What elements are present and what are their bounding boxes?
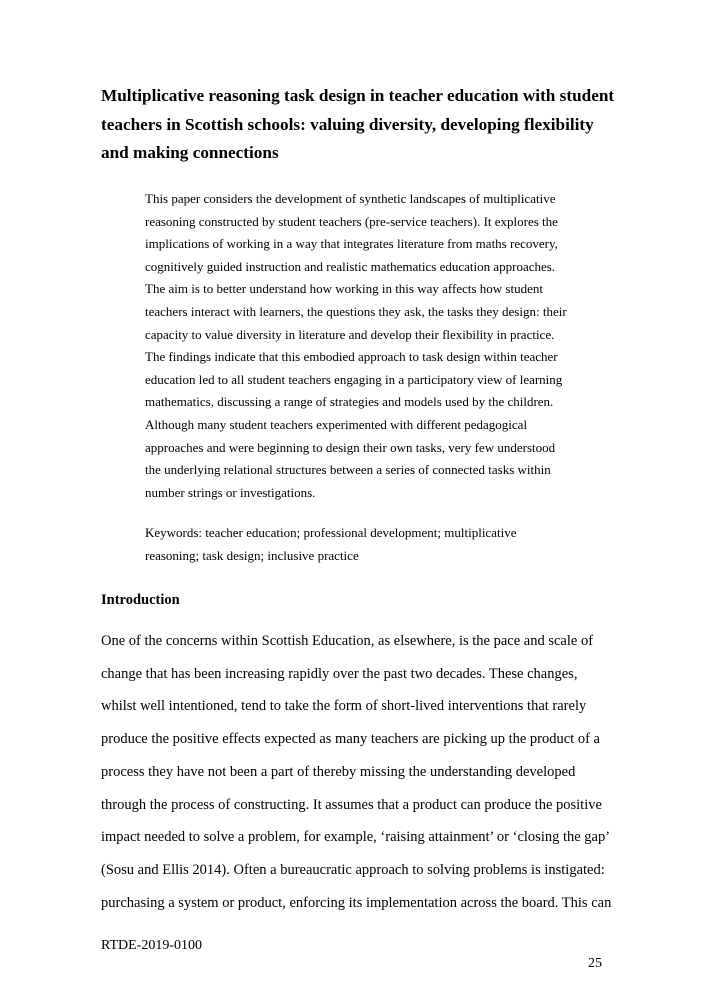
abstract-line: teachers interact with learners, the questions they ask, the tasks they design: their (145, 303, 567, 319)
abstract-line: education led to all student teachers engaging in a participatory view of learning (145, 371, 563, 387)
body-line: produce the positive effects expected as many teachers are picking up the product of a (101, 731, 600, 748)
section-heading: Introduction (101, 592, 180, 608)
title-line: and making connections (101, 143, 279, 162)
abstract-line: approaches and were beginning to design their own tasks, very few understood (145, 439, 556, 455)
abstract-line: This paper considers the development of synthetic landscapes of multiplicative (145, 191, 556, 206)
body-line: process they have not been a part of thereby missing the understanding developed (101, 763, 576, 780)
abstract-line: implications of working in a way that integrates literature from maths recovery, (145, 236, 558, 252)
body-line: One of the concerns within Scottish Education, as elsewhere, is the pace and scale of (101, 633, 594, 649)
title-line: teachers in Scottish schools: valuing diversity, developing flexibility (101, 114, 594, 134)
body-line: purchasing a system or product, enforcing its implementation across the board. This can (101, 894, 612, 911)
paper-title (101, 82, 621, 168)
abstract-line: capacity to value diversity in literature and develop their flexibility in practice. (145, 326, 555, 342)
body-text (101, 625, 611, 919)
title-line: Multiplicative reasoning task design in teacher education with student (101, 86, 615, 105)
manuscript-id: RTDE-2019-0100 (101, 938, 203, 953)
body-line: whilst well intentioned, tend to take the form of short-lived interventions that rarely (101, 698, 587, 715)
abstract-line: number strings or investigations. (145, 484, 316, 500)
abstract-line: mathematics, discussing a range of strategies and models used by the children. (145, 394, 554, 410)
abstract-line: the underlying relational structures between a series of connected tasks within (145, 462, 551, 478)
keywords-line: reasoning; task design; inclusive practice (145, 548, 359, 563)
abstract-line: The aim is to better understand how working in this way affects how student (145, 281, 543, 297)
abstract-line: cognitively guided instruction and realistic mathematics education approaches. (145, 258, 556, 274)
body-line: (Sosu and Ellis 2014). Often a bureaucratic approach to solving problems is instigated: (101, 861, 605, 878)
keywords (145, 521, 605, 567)
keywords-line: Keywords: teacher education; professional development; multiplicative (145, 525, 517, 540)
page-number: 25 (588, 956, 602, 971)
abstract (145, 188, 605, 504)
abstract-line: reasoning constructed by student teachers (pre-service teachers). It explores the (145, 213, 558, 229)
abstract-line: The findings indicate that this embodied approach to task design within teacher (145, 349, 558, 365)
body-line: through the process of constructing. It assumes that a product can produce the positive (101, 796, 602, 813)
body-line: change that has been increasing rapidly over the past two decades. These changes, (101, 665, 578, 682)
abstract-line: Although many student teachers experimented with different pedagogical (145, 416, 528, 432)
body-line: impact needed to solve a problem, for example, ‘raising attainment’ or ‘closing the gap’ (101, 829, 611, 846)
